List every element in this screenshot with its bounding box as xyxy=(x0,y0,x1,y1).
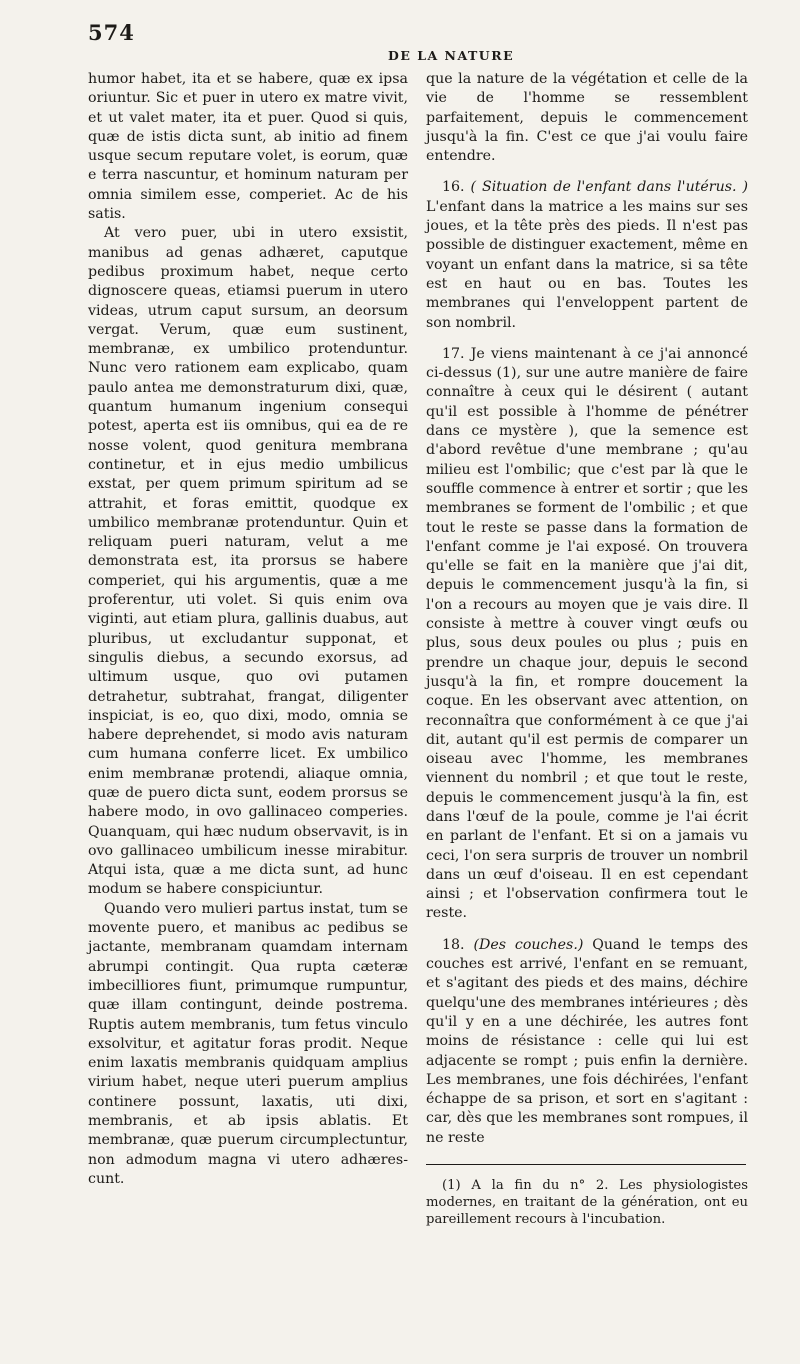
latin-paragraph: Quando vero mulieri partus instat, tum se movente puero, et manibus ac pedibus se jactante, membranam quamdam internam abrumpi contingit. Qua rupta cæteræ imbecilliores fiunt, primumque rumpuntur, quæ illam contingunt, deinde postrema. Ruptis autem membranis, tum fetus vinculo exsolvitur, et agitatur foras prodit. Neque enim laxatis membranis quidquam amplius virium habet, neque uteri puerum amplius continere possunt, laxatis, uti dixi, membranis, et ab ipsis ablatis. Et membranæ, quæ puerum circumplectuntur, non admodum magna vi utero adhæres-cunt. xyxy=(88,900,408,1187)
section-16 xyxy=(426,178,748,332)
footnote: (1) A la fin du n° 2. Les physiologistes modernes, en traitant de la génération, ont eu pareillement recours à l'incubation. xyxy=(426,1178,748,1228)
section-number: 18. xyxy=(442,936,474,953)
page-number: 574 xyxy=(88,20,135,45)
latin-column xyxy=(88,70,408,1189)
latin-paragraph: At vero puer, ubi in utero exsistit, manibus ad genas adhæret, caputque pedibus proximum habet, neque certo dignoscere queas, etiamsi puerum in utero videas, utrum caput sursum, an deorsum vergat. Verum, quæ eum sustinent, membranæ, ex umbilico protenduntur. Nunc vero rationem eam explicabo, quam paulo antea me demonstraturum dixi, quæ, quantum humanum ingenium consequi potest, aperta est iis omnibus, qui ea de re nosse volent, quod genitura membrana continetur, et in ejus medio umbilicus exstat, per quem primum spiritum ad se attrahit, et foras emittit, quodque ex umbilico membranæ protenduntur. Quin et reliquam pueri naturam, velut a me demonstrata est, ita prorsus se habere comperiet, qui his argumentis, quæ a me proferentur, uti volet. Si quis enim ova viginti, aut etiam plura, gallinis duabus, aut pluribus, ut excludantur supponat, et singulis diebus, a secundo exorsus, ad ultimum usque, quo ovi putamen detrahetur, subtrahat, frangat, diligenter inspiciat, is eo, quo dixi, modo, omnia se habere deprehendet, si modo avis naturam cum humana conferre licet. Ex umbilico enim membranæ protendi, aliaque omnia, quæ de puero dicta sunt, eodem prorsus se habere modo, in ovo gallinaceo comperies. Quanquam, qui hæc nudum observavit, is in ovo gallinaceo umbilicum inesse mirabitur. Atqui ista, quæ a me dicta sunt, ad hunc modum se habere conspiciuntur. xyxy=(88,225,408,898)
section-17 xyxy=(426,345,748,924)
section-number: 16. xyxy=(442,179,471,196)
french-intro: que la nature de la végétation et celle de la vie de l'homme se ressemblent parfaitement, depuis le commencement jusqu'à la fin. C'est ce que j'ai voulu faire entendre. xyxy=(426,71,748,165)
section-heading: (Des couches.) xyxy=(473,936,593,953)
page-header xyxy=(88,20,708,64)
section-text: Je viens maintenant à ce j'ai annoncé ci-dessus (1), sur une autre manière de faire connaître à ceux qui le désirent ( autant qu'il est possible à l'homme de pénétrer dans ce mystère ), que la semence est d'abord revêtue d'une membrane ; qu'au milieu est l'ombilic; que c'est par là que le souffle commence à entrer et sortir ; que les membranes se forment de l'ombilic ; et que tout le reste se passe dans la formation de l'enfant comme je l'ai exposé. On trouvera qu'elle se fait en la manière que j'ai dit, depuis le commencement jusqu'à la fin, si l'on a recours au moyen que je vais dire. Il consiste à mettre à couver vingt œufs ou plus, sous deux poules ou plus ; puis en prendre un chaque jour, depuis le second jusqu'à la fin, et rompre doucement la coque. En les observant avec attention, on reconnaîtra que conformément à ce que j'ai dit, autant qu'il est permis de comparer un oiseau avec l'homme, les membranes viennent du nombril ; et que tout le reste, depuis le commencement jusqu'à la fin, est dans l'œuf de la poule, comme je l'ai écrit en parlant de l'enfant. Et si on a jamais vu ceci, l'on sera surpris de trouver un nombril dans un œuf d'oiseau. Il en est cependant ainsi ; et l'observation confirmera tout le reste. xyxy=(426,345,748,922)
section-heading: ( Situation de l'enfant dans l'utérus. ) xyxy=(470,179,748,196)
section-18 xyxy=(426,936,748,1148)
running-title: DE LA NATURE xyxy=(388,48,515,63)
latin-paragraph: humor habet, ita et se habere, quæ ex ipsa oriuntur. Sic et puer in utero ex matre vivit, et ut valet mater, ita et puer. Quod si quis, quæ de istis dicta sunt, ab initio ad finem usque secum reputare volet, is eorum, quæ e terra nascuntur, et hominum naturam per omnia similem esse, comperiet. Ac de his satis. xyxy=(88,71,408,223)
section-number: 17. xyxy=(442,345,471,362)
footnote-divider xyxy=(426,1164,746,1165)
section-text: Quand le temps des couches est arrivé, l'enfant en se remuant, et s'agitant des pieds et des mains, déchire quelqu'une des membranes intérieures ; dès qu'il y en a une déchirée, les autres font moins de résistance : celle qui lui est adjacente se rompt ; puis enfin la dernière. Les membranes, une fois déchirées, l'enfant échappe de sa prison, et sort en s'agitant : car, dès que les membranes sont rompues, il ne reste xyxy=(426,936,748,1146)
section-text: L'enfant dans la matrice a les mains sur ses joues, et la tête près des pieds. Il n'est pas possible de distinguer exactement, même en voyant un enfant dans la matrice, si sa tête est en haut ou en bas. Toutes les membranes qui l'enveloppent partent de son nombril. xyxy=(426,198,748,331)
french-column xyxy=(426,70,748,1228)
